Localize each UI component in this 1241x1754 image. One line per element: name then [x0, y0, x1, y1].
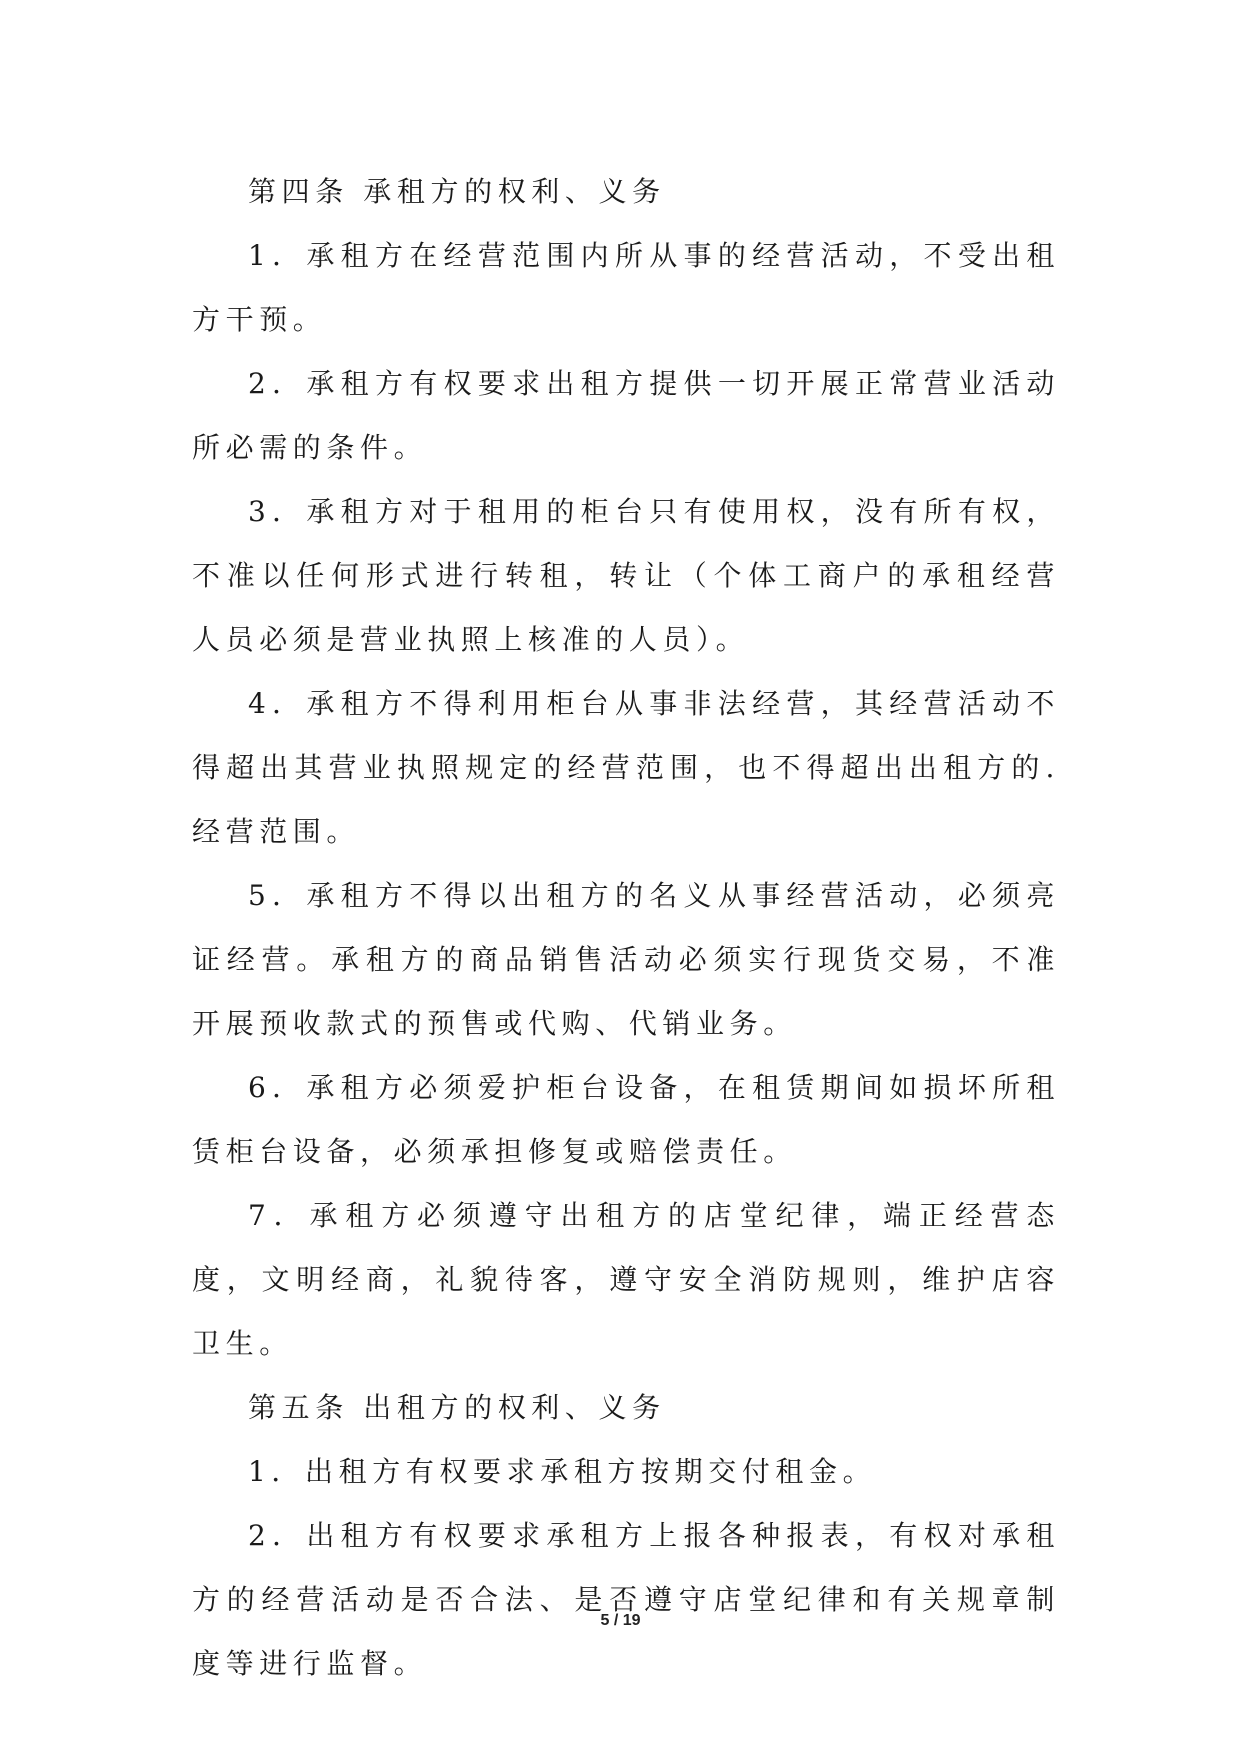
clause-4-7: 7．承租方必须遵守出租方的店堂纪律，端正经营态度，文明经商，礼貌待客，遵守安全消防规则，维护店容卫生。: [192, 1199, 1060, 1360]
clause-4-5: 5．承租方不得以出租方的名义从事经营活动，必须亮证经营。承租方的商品销售活动必须实行现货交易，不准开展预收款式的预售或代购、代销业务。: [192, 879, 1060, 1040]
clause-4-3: 3．承租方对于租用的柜台只有使用权，没有所有权，不准以任何形式进行转租，转让（个体工商户的承租经营人员必须是营业执照上核准的人员）。: [192, 495, 1060, 656]
clause-4-6: 6．承租方必须爱护柜台设备，在租赁期间如损坏所租赁柜台设备，必须承担修复或赔偿责任。: [192, 1071, 1060, 1168]
clause-4-2: 2．承租方有权要求出租方提供一切开展正常营业活动所必需的条件。: [192, 367, 1060, 464]
article-heading-4: 第四条 承租方的权利、义务: [248, 175, 666, 208]
clause-5-1: 1．出租方有权要求承租方按期交付租金。: [248, 1455, 877, 1488]
page-number: 5 / 19: [600, 1612, 641, 1629]
article-heading-5: 第五条 出租方的权利、义务: [248, 1391, 666, 1424]
clause-4-4: 4．承租方不得利用柜台从事非法经营，其经营活动不得超出其营业执照规定的经营范围，也不得超出出租方的.经营范围。: [192, 687, 1060, 848]
clause-4-1: 1．承租方在经营范围内所从事的经营活动，不受出租方干预。: [192, 239, 1060, 336]
clause-5-2: 2．出租方有权要求承租方上报各种报表，有权对承租方的经营活动是否合法、是否遵守店堂纪律和有关规章制度等进行监督。: [192, 1519, 1060, 1680]
document-body: [192, 160, 1060, 1696]
